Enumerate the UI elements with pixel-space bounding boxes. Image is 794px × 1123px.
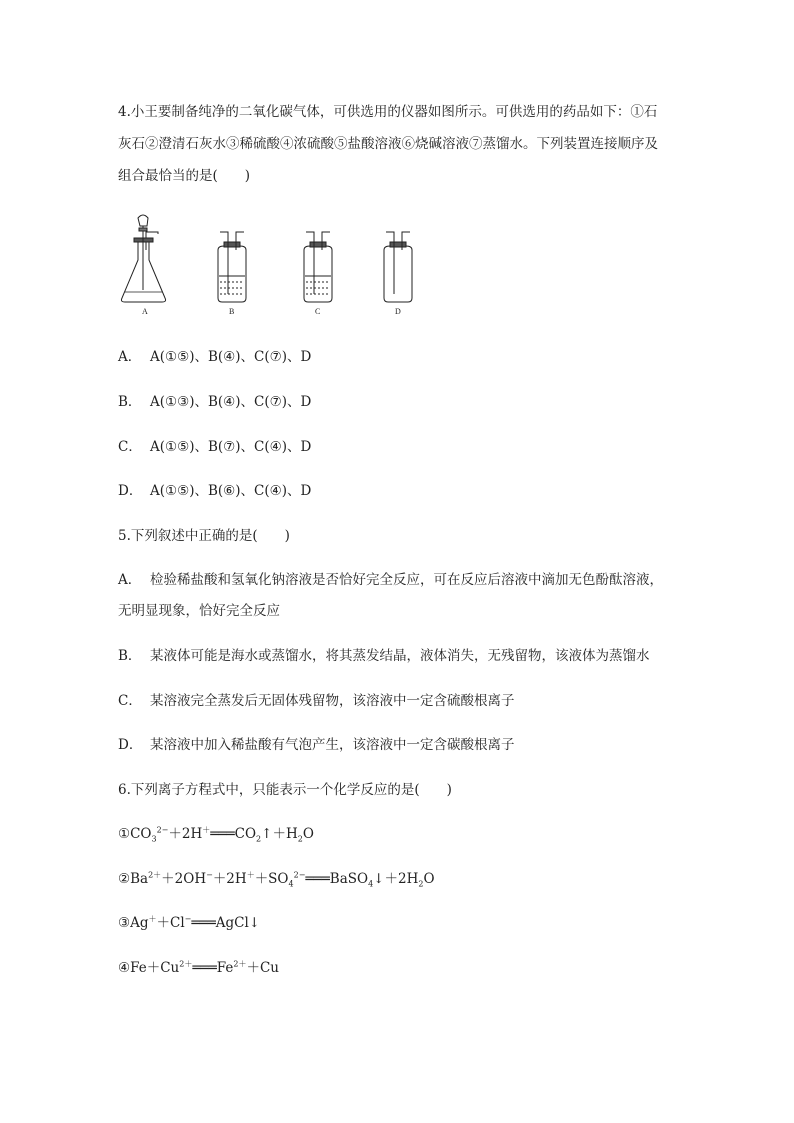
option-text: 检验稀盐酸和氢氧化钠溶液是否恰好完全反应，可在反应后溶液中滴加无色酚酞溶液， xyxy=(150,572,663,588)
eq-sup: 2＋ xyxy=(233,959,247,969)
bottle-D xyxy=(384,232,412,302)
eq-part: ═══AgCl↓ xyxy=(191,915,261,931)
q6-equation-1 xyxy=(118,824,314,844)
option-letter: D． xyxy=(118,737,143,753)
bottle-C xyxy=(304,232,332,302)
q6-equation-3 xyxy=(118,913,260,933)
eq-sup: ＋ xyxy=(246,870,255,880)
eq-part: ④Fe＋Cu xyxy=(118,960,180,976)
option-letter: B． xyxy=(118,394,142,410)
fig-label-A: A xyxy=(142,307,148,316)
eq-sup: ＋ xyxy=(148,914,157,924)
q5-stem: 5.下列叙述中正确的是( ) xyxy=(118,528,290,544)
eq-part: ＋SO xyxy=(254,871,289,887)
eq-sub: 3 xyxy=(151,834,157,844)
option-letter: D． xyxy=(118,483,143,499)
option-text: 某溶液中加入稀盐酸有气泡产生，该溶液中一定含碳酸根离子 xyxy=(150,737,515,753)
q5-option-a-continued: 无明显现象，恰好完全反应 xyxy=(118,603,280,619)
q5-option-a xyxy=(118,570,663,590)
eq-sub: 4 xyxy=(368,879,374,889)
q4-option-a xyxy=(118,347,311,367)
apparatus-figure xyxy=(112,210,422,322)
q4-option-b xyxy=(118,392,311,412)
q6-equation-4 xyxy=(118,958,279,978)
eq-part: ↓＋2H xyxy=(373,871,419,887)
eq-part: ═══CO xyxy=(210,826,257,842)
option-text: A(①⑤)、B(④)、C(⑦)、D xyxy=(150,349,312,365)
eq-sup: 2＋ xyxy=(179,959,193,969)
q5-option-b xyxy=(118,646,650,666)
eq-sub: 2 xyxy=(256,834,262,844)
q4-stem-line1: 4.小王要制备纯净的二氧化碳气体，可供选用的仪器如图所示。可供选用的药品如下：①石 xyxy=(118,104,658,120)
eq-part: ＋Cu xyxy=(246,960,279,976)
q5-option-c xyxy=(118,691,515,711)
option-text: A(①⑤)、B(⑥)、C(④)、D xyxy=(150,483,312,499)
eq-part: ②Ba xyxy=(118,871,149,887)
option-text: 某液体可能是海水或蒸馏水，将其蒸发结晶，液体消失，无残留物，该液体为蒸馏水 xyxy=(150,648,650,664)
eq-part: O xyxy=(423,871,435,887)
eq-part: ＋Cl xyxy=(156,915,185,931)
option-letter: C． xyxy=(118,693,142,709)
option-text: 某溶液完全蒸发后无固体残留物，该溶液中一定含硫酸根离子 xyxy=(150,693,515,709)
q4-stem-line2: 灰石②澄清石灰水③稀硫酸④浓硫酸⑤盐酸溶液⑥烧碱溶液⑦蒸馏水。下列装置连接顺序及 xyxy=(118,136,658,152)
eq-sup: − xyxy=(184,914,192,924)
option-letter: A． xyxy=(118,349,142,365)
eq-part: ＋2H xyxy=(212,871,247,887)
option-letter: C． xyxy=(118,439,142,455)
option-text: A(①③)、B(④)、C(⑦)、D xyxy=(150,394,312,410)
eq-part: ③Ag xyxy=(118,915,149,931)
fig-label-C: C xyxy=(315,307,321,316)
eq-sub: 4 xyxy=(288,879,294,889)
eq-sup: 2− xyxy=(293,870,306,880)
option-letter: A． xyxy=(118,572,142,588)
q4-stem-line3: 组合最恰当的是( ) xyxy=(118,168,251,184)
q6-stem: 6.下列离子方程式中，只能表示一个化学反应的是( ) xyxy=(118,782,452,798)
eq-sub: 2 xyxy=(418,879,424,889)
eq-part: ↑＋H xyxy=(261,826,298,842)
eq-part: ═══BaSO xyxy=(305,871,369,887)
eq-part: ＋2H xyxy=(168,826,203,842)
eq-part: ①CO xyxy=(118,826,152,842)
q4-option-d xyxy=(118,481,311,501)
fig-label-B: B xyxy=(229,307,235,316)
eq-part: ═══Fe xyxy=(192,960,234,976)
option-letter: B． xyxy=(118,648,142,664)
q6-equation-2 xyxy=(118,869,435,889)
eq-sub: 2 xyxy=(297,834,303,844)
q4-option-c xyxy=(118,437,311,457)
eq-part: ＋2OH xyxy=(161,871,207,887)
eq-part: O xyxy=(302,826,314,842)
eq-sup: 2＋ xyxy=(148,870,162,880)
eq-sup: ＋ xyxy=(202,825,211,835)
eq-sup: − xyxy=(206,870,213,880)
bottle-B xyxy=(218,232,246,302)
eq-sup: 2− xyxy=(156,825,169,835)
option-text: A(①⑤)、B(⑦)、C(④)、D xyxy=(150,439,312,455)
fig-label-D: D xyxy=(395,307,401,316)
q5-option-d xyxy=(118,735,515,755)
flask-A xyxy=(121,215,165,302)
